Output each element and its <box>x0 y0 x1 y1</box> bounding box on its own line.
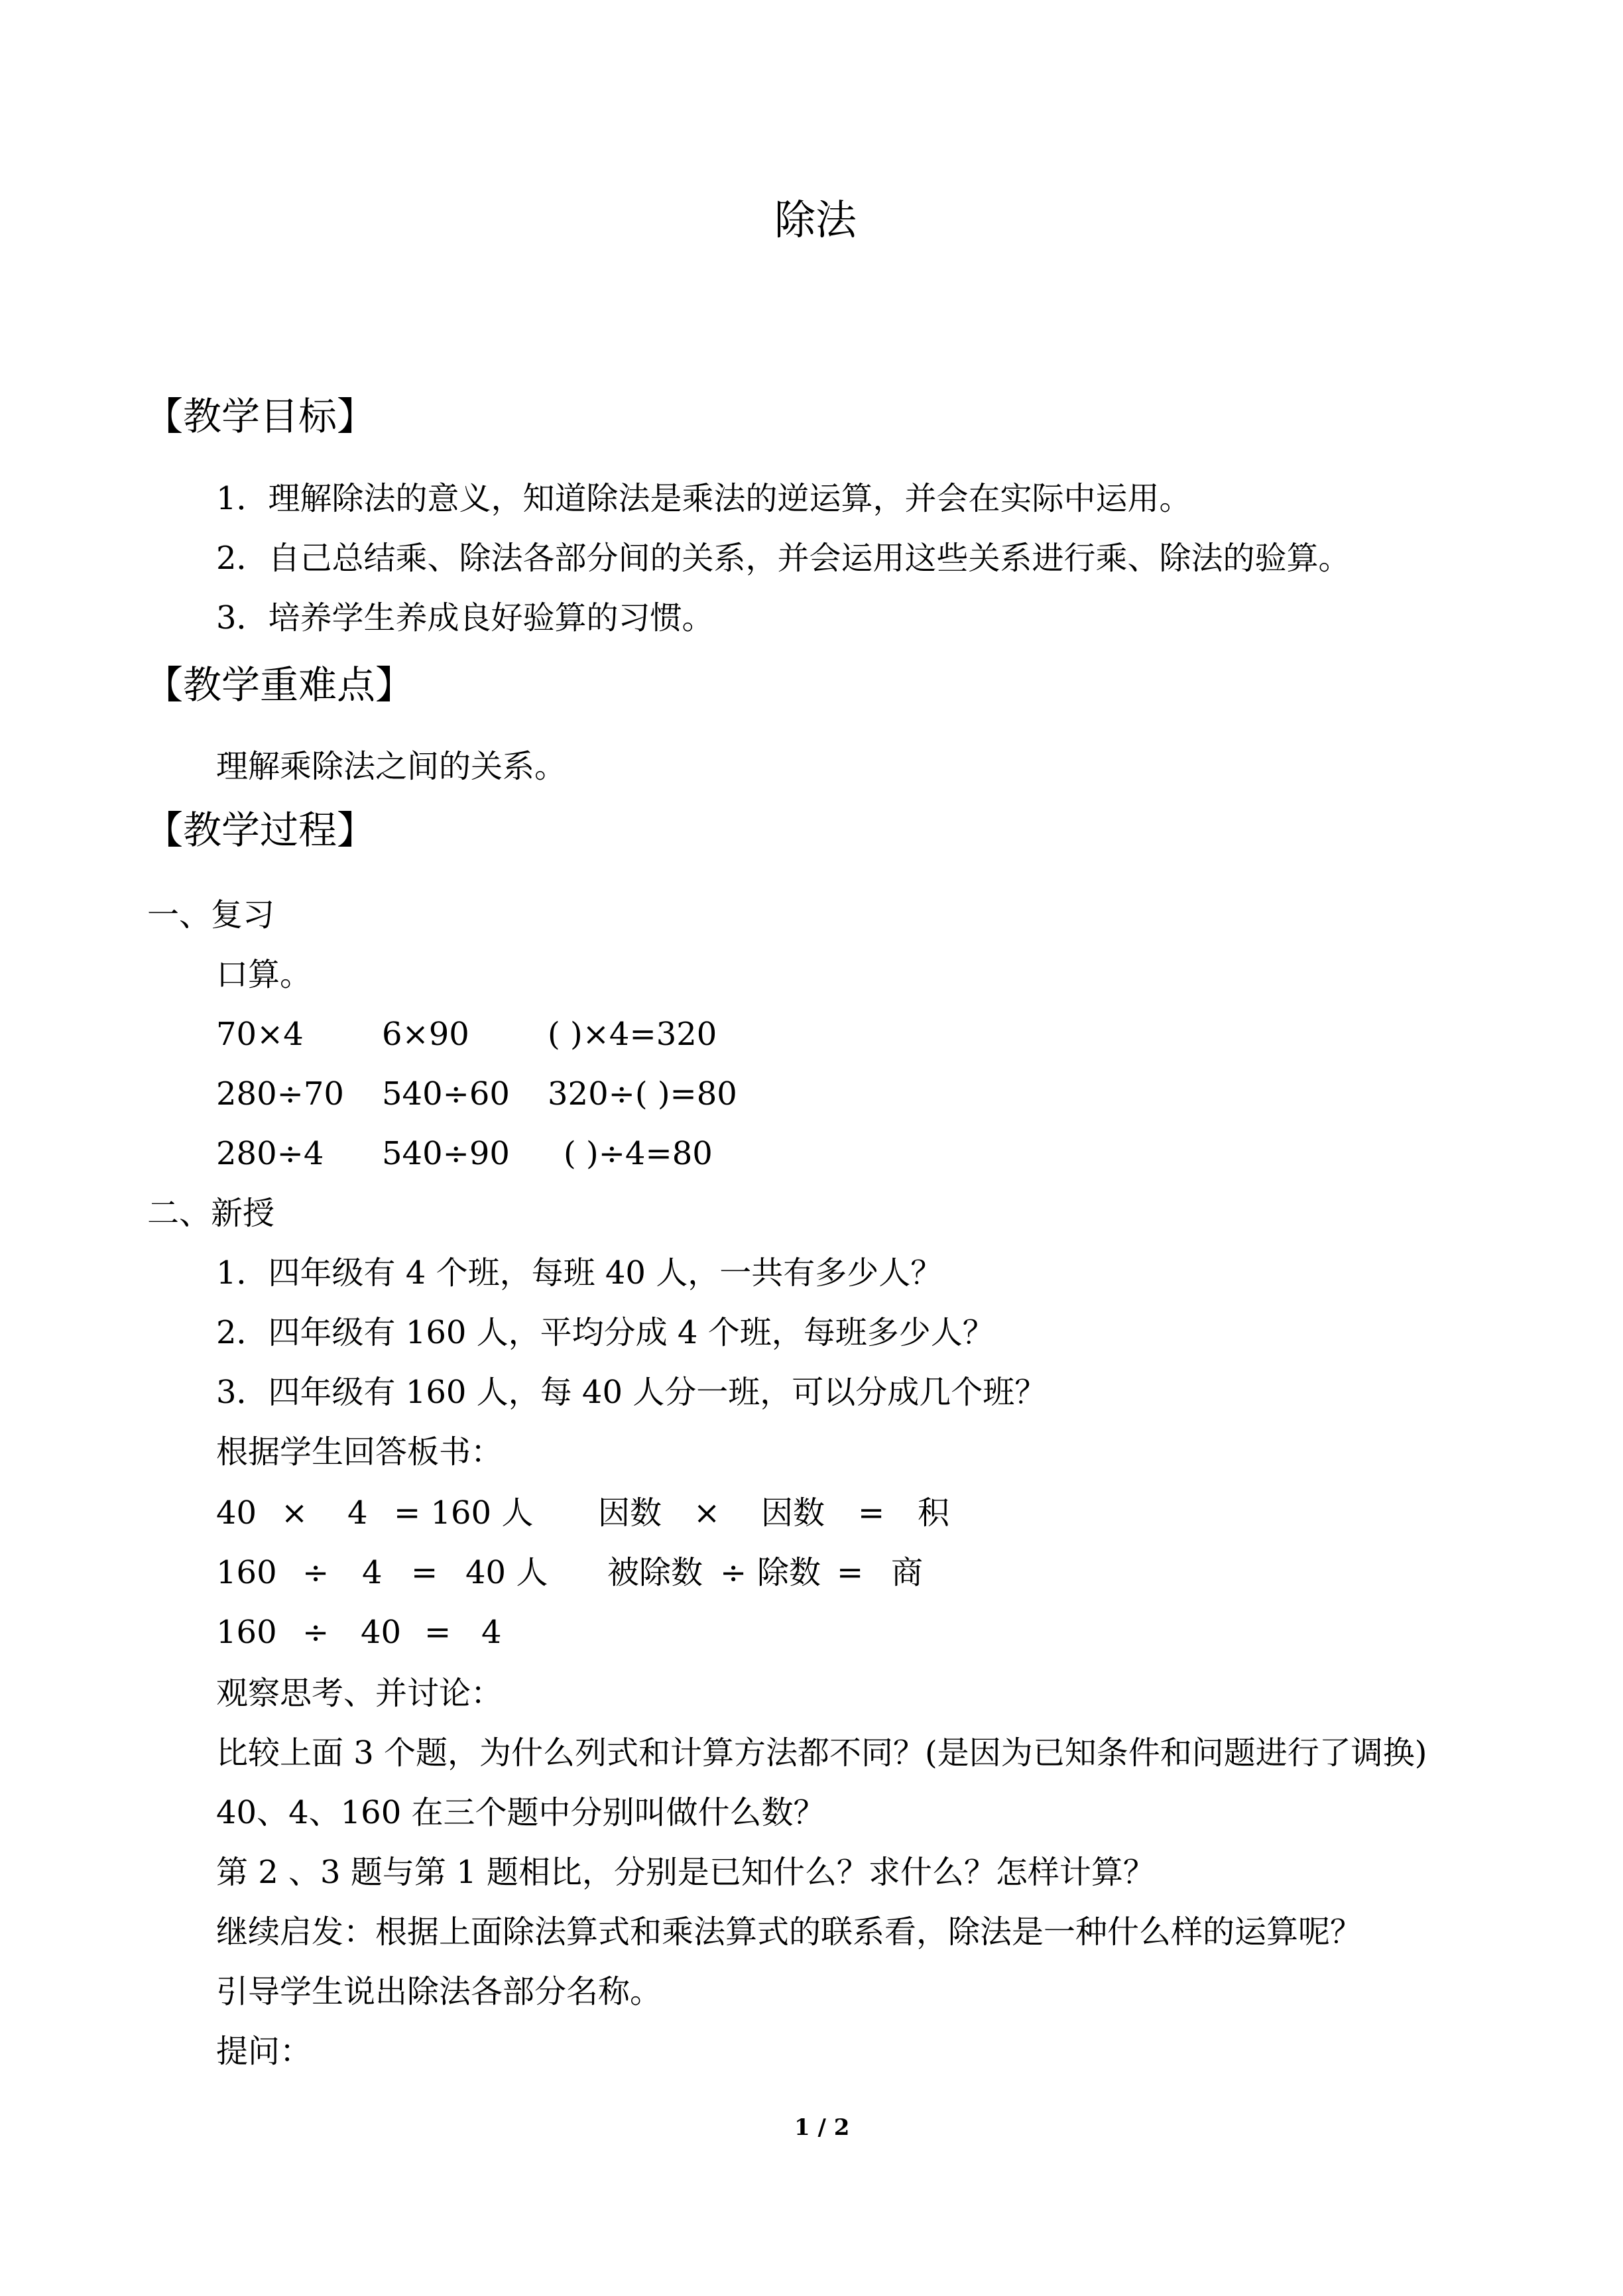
review-row-3 <box>0 1134 1623 1174</box>
discussion-line-4: 第 2 、3 题与第 1 题相比，分别是已知什么？求什么？怎样计算？ <box>216 1854 1155 1891</box>
eq-operator: × <box>693 1494 721 1532</box>
eq-term: 160 <box>216 1554 277 1591</box>
review-cell: 280÷4 <box>216 1135 324 1172</box>
eq-operator: = <box>411 1554 438 1591</box>
eq-operator: = <box>424 1614 451 1651</box>
eq-result: 4 <box>481 1614 502 1651</box>
eq-term-name: 因数 <box>598 1494 662 1532</box>
new-lesson-label: 二、新授 <box>147 1195 275 1232</box>
eq-operator: × <box>281 1494 308 1532</box>
eq-term-name: 因数 <box>761 1494 825 1532</box>
equation-division-1 <box>0 1553 1623 1593</box>
eq-term-name: 商 <box>891 1554 924 1591</box>
review-row-2 <box>0 1074 1623 1114</box>
process-heading: 【教学过程】 <box>145 808 376 853</box>
review-row-1 <box>0 1014 1623 1054</box>
discussion-line-6: 引导学生说出除法各部分名称。 <box>216 1973 662 2010</box>
eq-term: 40 <box>216 1494 257 1532</box>
discussion-line-5: 继续启发：根据上面除法算式和乘法算式的联系看，除法是一种什么样的运算呢？ <box>216 1913 1362 1951</box>
equation-division-2 <box>0 1612 1623 1652</box>
review-cell: ( )÷4=80 <box>564 1135 713 1172</box>
eq-term-name: 积 <box>918 1494 950 1532</box>
question-2: 2．四年级有 160 人，平均分成 4 个班，每班多少人？ <box>216 1314 994 1351</box>
review-cell: 280÷70 <box>216 1075 344 1113</box>
goals-heading: 【教学目标】 <box>145 394 376 439</box>
page-number: 1 / 2 <box>794 2114 850 2141</box>
review-cell: 6×90 <box>382 1016 469 1053</box>
eq-term: 4 <box>347 1494 368 1532</box>
discussion-line-3: 40、4、160 在三个题中分别叫做什么数？ <box>216 1794 825 1831</box>
eq-result: 40 人 <box>465 1554 548 1591</box>
goal-item-1: 1．理解除法的意义，知道除法是乘法的逆运算，并会在实际中运用。 <box>216 480 1191 517</box>
discussion-line-7: 提问： <box>216 2033 312 2070</box>
question-1: 1．四年级有 4 个班，每班 40 人，一共有多少人？ <box>216 1254 943 1292</box>
review-cell: 70×4 <box>216 1016 304 1053</box>
discussion-line-1: 观察思考、并讨论： <box>216 1675 503 1712</box>
eq-operator: = <box>858 1494 885 1532</box>
eq-term: 40 <box>361 1614 402 1651</box>
eq-term: 4 <box>362 1554 383 1591</box>
key-points-text: 理解乘除法之间的关系。 <box>216 748 567 785</box>
eq-operator: ÷ <box>302 1614 330 1651</box>
eq-term: 160 <box>216 1614 277 1651</box>
eq-operator: ÷ <box>720 1554 747 1591</box>
goal-item-3: 3．培养学生养成良好验算的习惯。 <box>216 599 714 636</box>
goal-item-2: 2．自己总结乘、除法各部分间的关系，并会运用这些关系进行乘、除法的验算。 <box>216 540 1351 577</box>
key-points-heading: 【教学重难点】 <box>145 662 414 707</box>
discussion-line-2: 比较上面 3 个题，为什么列式和计算方法都不同？(是因为已知条件和问题进行了调换) <box>216 1734 1427 1772</box>
eq-term-name: 除数 <box>757 1554 821 1591</box>
question-3: 3．四年级有 160 人，每 40 人分一班，可以分成几个班？ <box>216 1374 1047 1411</box>
review-cell: 320÷( )=80 <box>548 1075 737 1113</box>
review-cell: ( )×4=320 <box>548 1016 717 1053</box>
review-cell: 540÷60 <box>382 1075 510 1113</box>
review-cell: 540÷90 <box>382 1135 510 1172</box>
equation-multiplication <box>0 1493 1623 1533</box>
page-title: 除法 <box>774 196 857 244</box>
review-intro: 口算。 <box>216 956 312 993</box>
eq-operator: ÷ <box>302 1554 330 1591</box>
eq-term-name: 被除数 <box>607 1554 703 1591</box>
review-label: 一、复习 <box>147 896 275 934</box>
eq-operator: = <box>837 1554 864 1591</box>
eq-result: = 160 人 <box>394 1494 534 1532</box>
board-intro: 根据学生回答板书： <box>216 1433 503 1471</box>
